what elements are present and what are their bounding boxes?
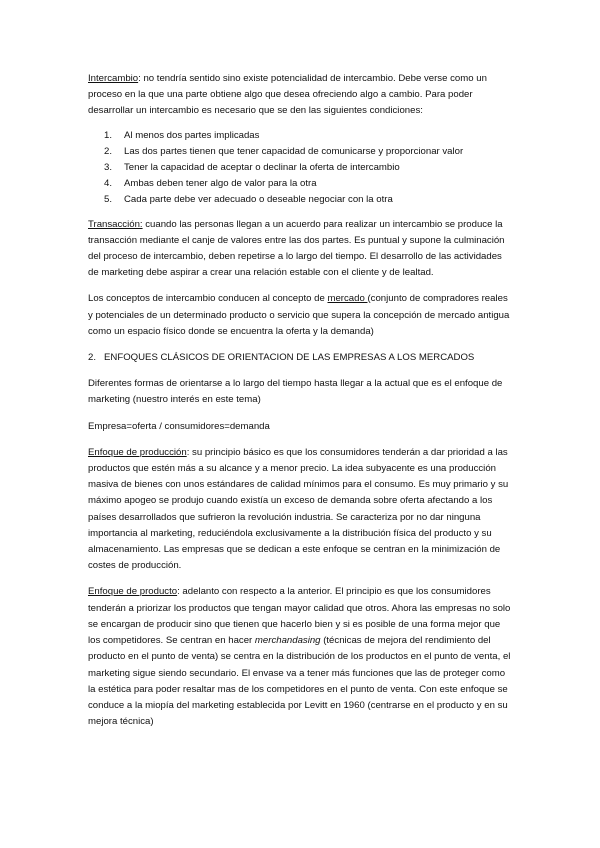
paragraph-mercado: Los conceptos de intercambio conducen al concepto de mercado (conjunto de compradores reales y potenciales de un determinado producto o servicio que supera la concepción de mercado antigua como un espacio físico donde se encuentra la oferta y la demanda) <box>88 293 510 337</box>
section-title: ENFOQUES CLÁSICOS DE ORIENTACION DE LAS EMPRESAS A LOS MERCADOS <box>104 352 475 364</box>
list-item: 4. Ambas deben tener algo de valor para la otra <box>104 178 317 190</box>
paragraph-intercambio <box>88 71 512 120</box>
term-mercado: mercado <box>327 293 368 305</box>
paragraph-enfoques-intro: Diferentes formas de orientarse a lo largo del tiempo hasta llegar a la actual que es el enfoque de marketing (nuestro interés en este tema) <box>88 378 503 406</box>
paragraph-empresa-oferta: Empresa=oferta / consumidores=demanda <box>88 420 270 432</box>
section-heading <box>88 350 512 366</box>
section-number: 2. <box>88 352 97 364</box>
conditions-list <box>88 128 512 209</box>
term-enfoque-producto: Enfoque de producto <box>88 586 178 598</box>
term-merchandasing: merchandasing <box>254 635 321 647</box>
paragraph-intercambio-text: : no tendría sentido sino existe potencialidad de intercambio. Debe verse como un proceso en la que una parte obtiene algo que desea ofreciendo algo a cambio. Para poder desarrollar un intercambio es necesario que se den las siguientes condiciones: <box>88 73 487 117</box>
paragraph-enfoque-producto: Enfoque de producto: adelanto con respecto a la anterior. El principio es que los consumidores tenderán a priorizar los productos que tengan mayor calidad que otros. Ahora las empresas no solo se encargan de producir sino que tienen que hacerlo bien y si es posible de una forma mejor que los competidores. Se centran en hacer merchandasing (técnicas de mejora del rendimiento del producto en el punto de venta) se centra en la distribución de los productos en el punto de venta, el marketing sigue siendo secundario. El envase va a tener más funciones que las de proteger como la estética para poder resaltar mas de los competidores en el punto de venta. Con este enfoque se conduce a la miopía del marketing establecida por Levitt en 1960 (centrarse en el producto y en su mejora técnica) <box>88 586 511 728</box>
paragraph-enfoque-produccion: Enfoque de producción: su principio básico es que los consumidores tenderán a dar prioridad a las productos que estén más a su alcance y a menor precio. La idea subyacente es una producción masiva de bienes con unos estándares de calidad mínimos para el consumo. Es muy primario y su máximo apogeo se produjo cuando existía un exceso de demanda sobre oferta afectando a los países desarrollados que sufrieron la revolución industria. Se caracteriza por no dar ninguna importancia al marketing, reduciéndola exclusivamente a la distribución física del producto y su almacenamiento. Las empresas que se dedican a este enfoque se centran en la minimización de costes de producción. <box>88 446 509 572</box>
paragraph-transaccion <box>88 217 512 282</box>
list-item: 3. Tener la capacidad de aceptar o declinar la oferta de intercambio <box>104 162 400 174</box>
term-intercambio: Intercambio <box>88 73 139 84</box>
term-enfoque-produccion: Enfoque de producción <box>88 446 187 458</box>
term-transaccion: Transacción: <box>88 218 143 230</box>
list-item: 2. Las dos partes tienen que tener capacidad de comunicarse y proporcionar valor <box>104 145 464 157</box>
list-item: 1. Al menos dos partes implicadas <box>104 129 260 141</box>
list-item: 5. Cada parte debe ver adecuado o deseable negociar con la otra <box>104 194 393 206</box>
paragraph-transaccion-text: cuando las personas llegan a un acuerdo para realizar un intercambio se produce la transacción mediante el canje de valores entre las dos partes. Es puntual y supone la culminación del proceso de intercambio, deben repetirse a lo largo del tiempo. El desarrollo de las actividades de marketing debe aspirar a crear una relación estable con el cliente y de lealtad. <box>88 218 505 279</box>
